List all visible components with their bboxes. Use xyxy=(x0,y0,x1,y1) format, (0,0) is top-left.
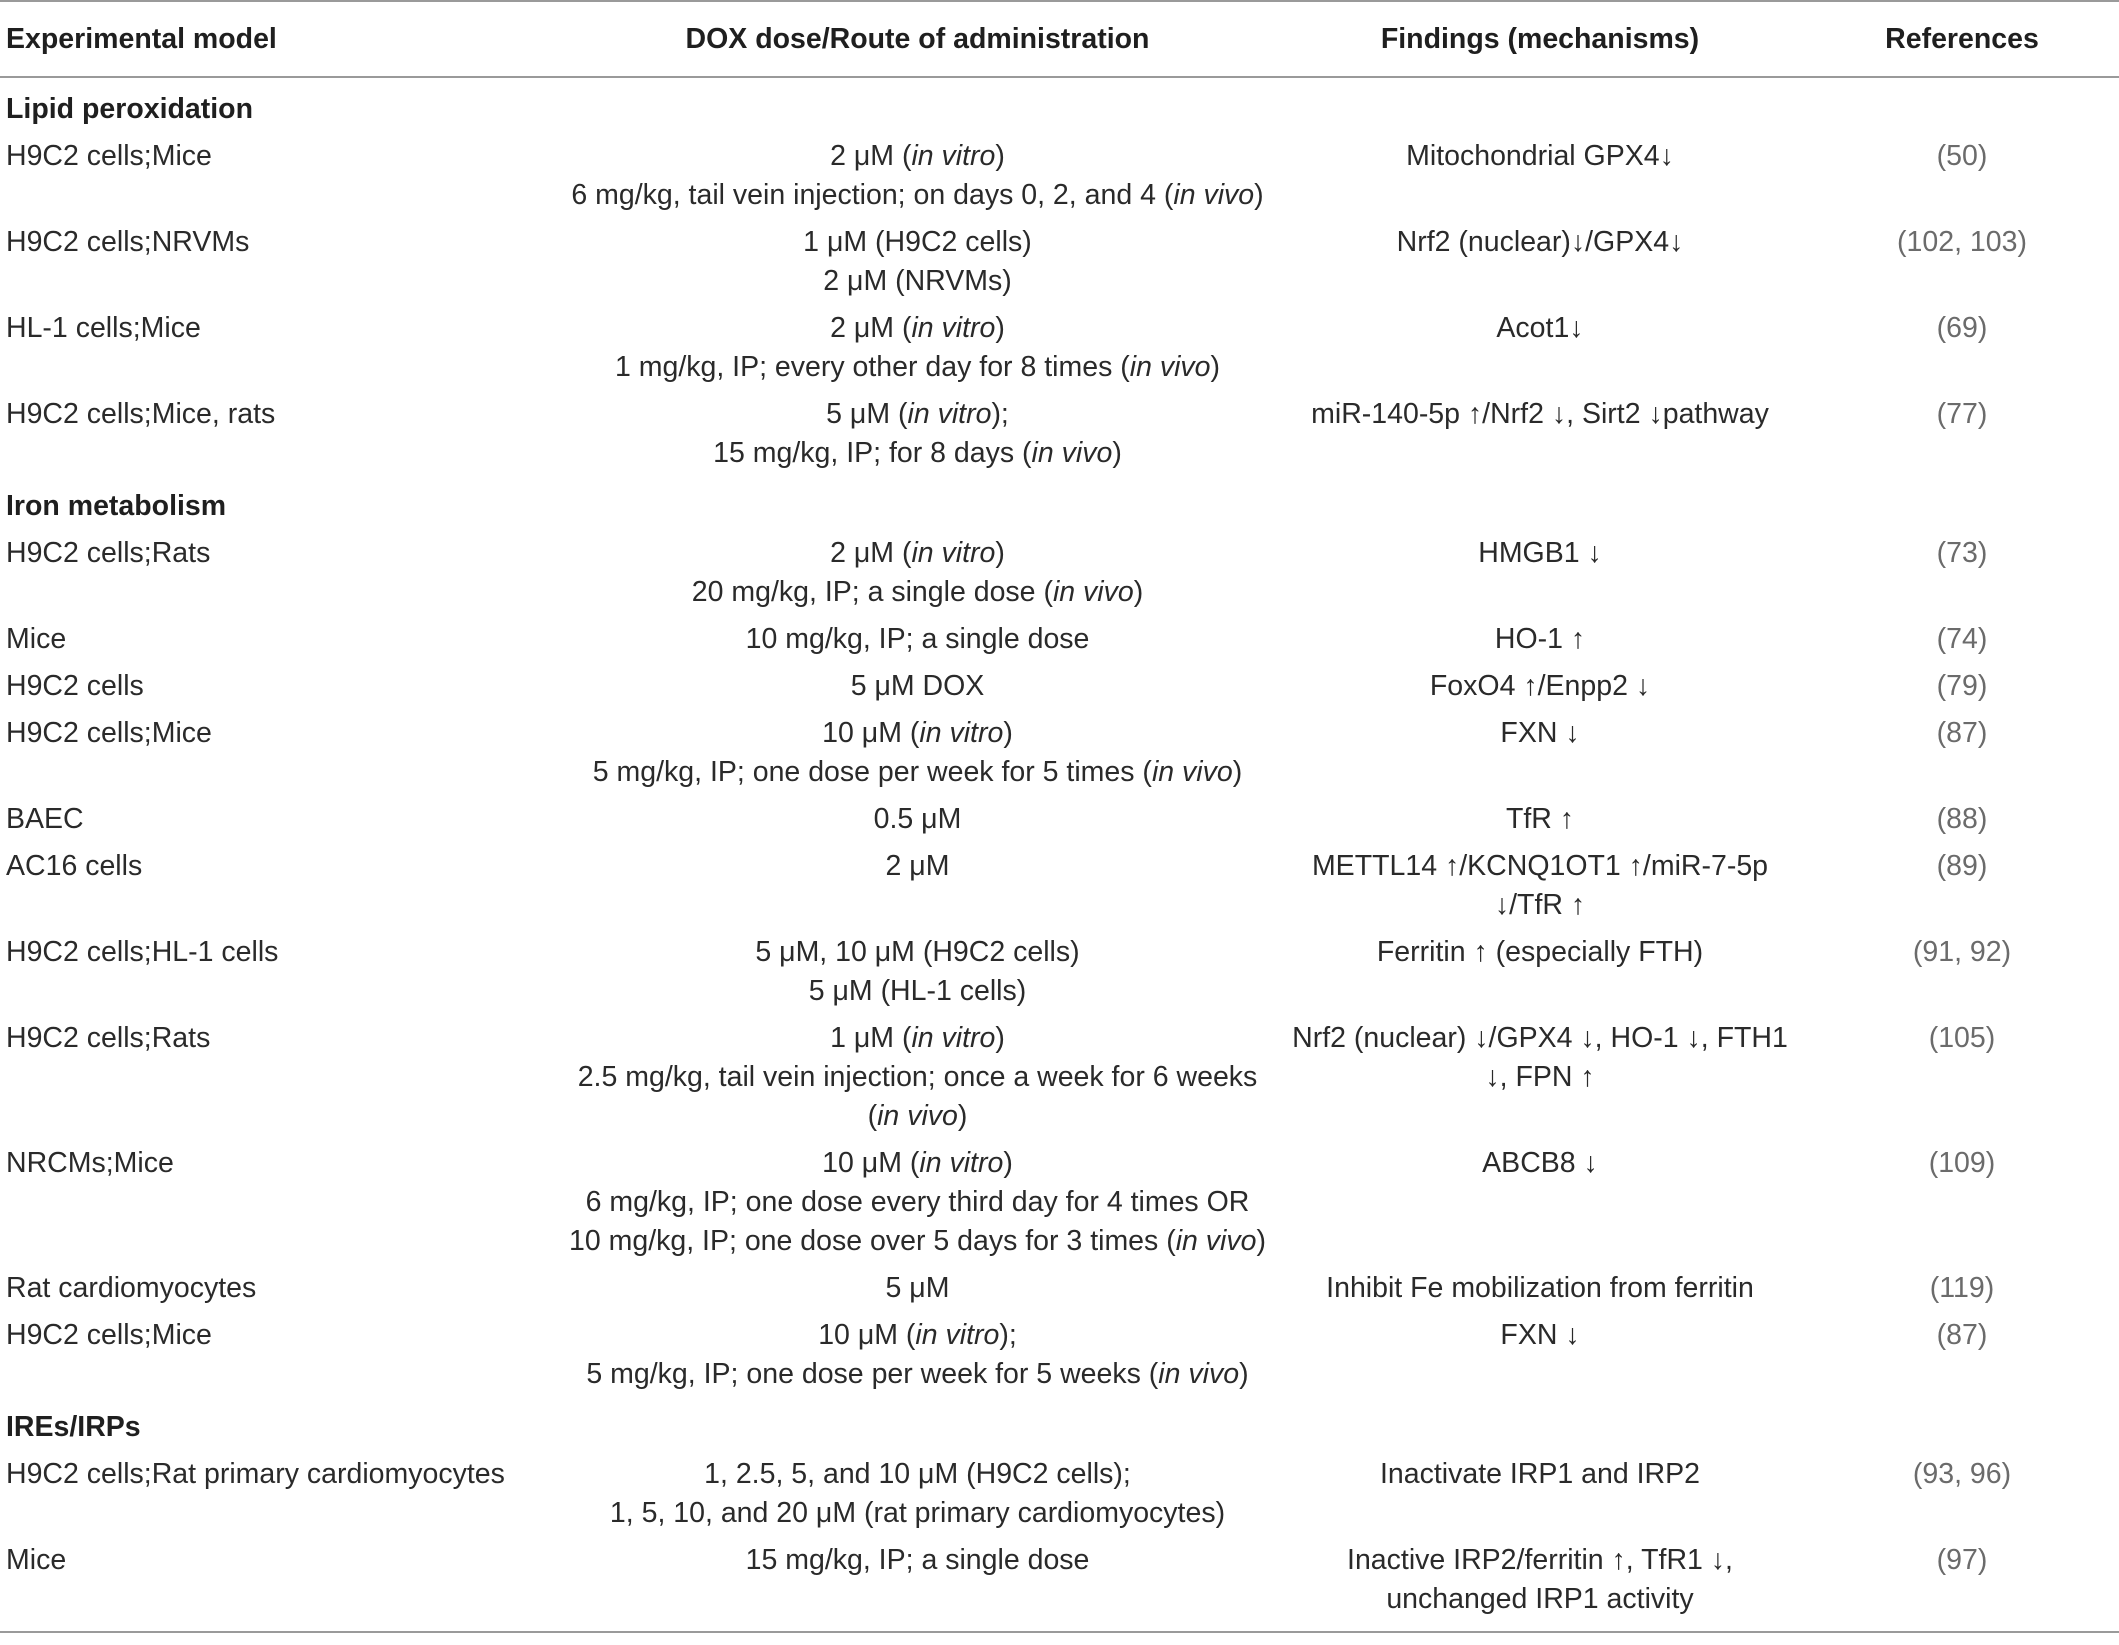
cell-experimental-model: H9C2 cells;Rats xyxy=(6,537,211,569)
dose-line xyxy=(566,1019,1269,1058)
cell-references[interactable]: (88) xyxy=(1936,803,1988,835)
table-row xyxy=(0,133,2119,219)
cell-references[interactable]: (119) xyxy=(1929,1272,1995,1304)
dose-text: 10 μM ( xyxy=(822,1147,920,1179)
header-row xyxy=(0,1,2119,77)
cell-dox-dose xyxy=(560,391,1275,477)
dose-line xyxy=(566,1222,1269,1261)
header-dox-dose: DOX dose/Route of administration xyxy=(560,1,1275,77)
cell-experimental-model: H9C2 cells;NRVMs xyxy=(6,226,250,258)
dose-text: ) xyxy=(1210,351,1221,383)
cell-dox-dose xyxy=(560,1451,1275,1537)
cell-dox-dose xyxy=(560,1537,1275,1632)
dose-text: ) xyxy=(1003,717,1013,749)
cell-dox-dose xyxy=(560,219,1275,305)
cell-dox-dose xyxy=(560,530,1275,616)
dose-italic-text: in vitro xyxy=(911,312,996,344)
dose-italic-text: in vitro xyxy=(919,717,1004,749)
section-row xyxy=(0,477,2119,530)
dose-line xyxy=(566,847,1269,886)
dose-text: 5 μM ( xyxy=(826,398,908,430)
dose-text: ) xyxy=(1254,179,1264,211)
dose-text: 20 mg/kg, IP; a single dose ( xyxy=(691,576,1053,608)
dose-text: 1, 5, 10, and 20 μM (rat primary cardiomyocytes) xyxy=(609,1497,1226,1529)
cell-references[interactable]: (79) xyxy=(1936,670,1988,702)
cell-dox-dose xyxy=(560,1265,1275,1312)
dose-text: 2 μM ( xyxy=(830,140,912,172)
dose-text: ( xyxy=(867,1100,878,1132)
table-row xyxy=(0,929,2119,1015)
dose-text: 1, 2.5, 5, and 10 μM (H9C2 cells); xyxy=(704,1458,1131,1490)
findings-line: ABCB8 ↓ xyxy=(1482,1147,1598,1179)
cell-references[interactable]: (93, 96) xyxy=(1912,1458,2012,1490)
dose-text: 5 μM xyxy=(885,1272,950,1304)
cell-references[interactable]: (105) xyxy=(1928,1022,1996,1054)
table-row xyxy=(0,1265,2119,1312)
findings-line: Nrf2 (nuclear) ↓/GPX4 ↓, HO-1 ↓, FTH1 xyxy=(1292,1022,1788,1054)
findings-line: FoxO4 ↑/Enpp2 ↓ xyxy=(1429,670,1651,702)
cell-experimental-model: Mice xyxy=(0,1537,560,1632)
cell-dox-dose xyxy=(560,796,1275,843)
dose-line xyxy=(566,714,1269,753)
cell-references[interactable]: (97) xyxy=(1805,1537,2119,1632)
table-row xyxy=(0,1015,2119,1140)
cell-experimental-model: H9C2 cells;Mice xyxy=(6,1319,212,1351)
cell-findings xyxy=(1275,219,1805,305)
table-body xyxy=(0,77,2119,1632)
dose-text: 2 μM ( xyxy=(830,537,912,569)
section-row xyxy=(0,1398,2119,1451)
table-row xyxy=(0,305,2119,391)
section-row xyxy=(0,77,2119,133)
cell-references[interactable]: (89) xyxy=(1936,850,1988,882)
dose-text: 10 μM ( xyxy=(818,1319,916,1351)
dose-text: ) xyxy=(995,140,1005,172)
dose-line xyxy=(566,1494,1269,1533)
header-experimental-model: Experimental model xyxy=(0,1,560,77)
cell-dox-dose xyxy=(560,1140,1275,1265)
dose-text: 5 mg/kg, IP; one dose per week for 5 times ( xyxy=(592,756,1152,788)
dose-italic-text: in vitro xyxy=(919,1147,1004,1179)
dose-line xyxy=(566,933,1269,972)
cell-references[interactable]: (69) xyxy=(1936,312,1988,344)
dose-line xyxy=(566,972,1269,1011)
table-row xyxy=(0,796,2119,843)
cell-references[interactable]: (91, 92) xyxy=(1912,936,2012,968)
dose-italic-text: in vitro xyxy=(911,140,996,172)
cell-references[interactable]: (87) xyxy=(1936,717,1988,749)
dose-line xyxy=(566,1455,1269,1494)
dose-text: ) xyxy=(995,537,1005,569)
cell-references[interactable]: (77) xyxy=(1936,398,1988,430)
cell-experimental-model: HL-1 cells;Mice xyxy=(6,312,201,344)
table-row xyxy=(0,710,2119,796)
findings-line: Ferritin ↑ (especially FTH) xyxy=(1376,936,1704,968)
dose-text: 2 μM xyxy=(885,850,950,882)
cell-references[interactable]: (73) xyxy=(1936,537,1988,569)
dose-text: 15 mg/kg, IP; a single dose xyxy=(745,1544,1090,1576)
cell-experimental-model: H9C2 cells;HL-1 cells xyxy=(6,936,279,968)
dose-text: ) xyxy=(995,312,1005,344)
findings-line: TfR ↑ xyxy=(1505,803,1575,835)
cell-dox-dose xyxy=(560,305,1275,391)
dose-line xyxy=(566,667,1269,706)
section-title: IREs/IRPs xyxy=(6,1411,141,1443)
table-row xyxy=(0,391,2119,477)
cell-dox-dose xyxy=(560,1015,1275,1140)
table-header xyxy=(0,1,2119,77)
findings-line: METTL14 ↑/KCNQ1OT1 ↑/miR-7-5p xyxy=(1311,850,1769,882)
findings-line: Mitochondrial GPX4↓ xyxy=(1406,140,1674,172)
dose-italic-text: in vitro xyxy=(915,1319,1000,1351)
dose-italic-text: in vitro xyxy=(907,398,992,430)
cell-experimental-model: H9C2 cells;Mice xyxy=(6,717,212,749)
cell-experimental-model: H9C2 cells;Rat primary cardiomyocytes xyxy=(6,1458,505,1490)
dose-line xyxy=(566,348,1269,387)
findings-line: Acot1↓ xyxy=(1496,312,1584,344)
cell-dox-dose xyxy=(560,929,1275,1015)
cell-dox-dose xyxy=(560,843,1275,929)
dose-line xyxy=(566,1541,1269,1580)
dose-italic-text: in vivo xyxy=(1129,351,1211,383)
dose-text: 1 μM ( xyxy=(830,1022,912,1054)
dose-line xyxy=(566,1355,1269,1394)
cell-experimental-model: Mice xyxy=(6,623,67,655)
dose-line xyxy=(566,137,1269,176)
cell-references[interactable]: (109) xyxy=(1928,1147,1996,1179)
dose-italic-text: in vivo xyxy=(1173,179,1255,211)
cell-experimental-model: H9C2 cells;Mice xyxy=(6,140,212,172)
dose-line xyxy=(566,753,1269,792)
findings-line: FXN ↓ xyxy=(1500,717,1580,749)
cell-findings xyxy=(1275,663,1805,710)
table-row xyxy=(0,530,2119,616)
cell-findings xyxy=(1275,1015,1805,1140)
dose-line xyxy=(566,800,1269,839)
table-row xyxy=(0,219,2119,305)
dose-text: ) xyxy=(1133,576,1144,608)
dose-text: 1 μM (H9C2 cells) xyxy=(803,226,1032,258)
cell-findings xyxy=(1275,616,1805,663)
dose-line xyxy=(566,434,1269,473)
dose-text: 5 μM DOX xyxy=(850,670,985,702)
cell-references[interactable]: (50) xyxy=(1936,140,1988,172)
findings-line: Nrf2 (nuclear)↓/GPX4↓ xyxy=(1396,226,1684,258)
cell-references[interactable]: (74) xyxy=(1936,623,1988,655)
table-row xyxy=(0,1312,2119,1398)
dose-text: 2.5 mg/kg, tail vein injection; once a week for 6 weeks xyxy=(577,1061,1258,1093)
cell-findings xyxy=(1275,843,1805,929)
cell-findings xyxy=(1275,391,1805,477)
cell-references[interactable]: (102, 103) xyxy=(1897,226,2027,258)
dose-line xyxy=(566,395,1269,434)
findings-line: HO-1 ↑ xyxy=(1494,623,1586,655)
dose-text: ); xyxy=(999,1319,1017,1351)
findings-line: unchanged IRP1 activity xyxy=(1386,1583,1694,1615)
dose-italic-text: in vivo xyxy=(1175,1225,1257,1257)
cell-experimental-model: H9C2 cells xyxy=(6,670,144,702)
dose-line xyxy=(566,1316,1269,1355)
dose-line xyxy=(566,573,1269,612)
cell-references[interactable]: (87) xyxy=(1936,1319,1988,1351)
dose-text: 5 μM, 10 μM (H9C2 cells) xyxy=(755,936,1080,968)
findings-line: miR-140-5p ↑/Nrf2 ↓, Sirt2 ↓pathway xyxy=(1311,398,1769,430)
cell-experimental-model: BAEC xyxy=(6,803,84,835)
cell-findings xyxy=(1275,1537,1805,1632)
dose-text: 15 mg/kg, IP; for 8 days ( xyxy=(713,437,1032,469)
cell-experimental-model: AC16 cells xyxy=(6,850,143,882)
section-title: Iron metabolism xyxy=(6,490,227,522)
dose-line xyxy=(566,1183,1269,1222)
dose-line xyxy=(566,223,1269,262)
cell-experimental-model: H9C2 cells;Mice, rats xyxy=(6,398,276,430)
dose-line xyxy=(566,176,1269,215)
dose-text: ); xyxy=(991,398,1009,430)
dose-text: 1 mg/kg, IP; every other day for 8 times ( xyxy=(614,351,1130,383)
dose-text: 5 mg/kg, IP; one dose per week for 5 weeks ( xyxy=(586,1358,1159,1390)
dose-text: 10 μM ( xyxy=(822,717,920,749)
cell-findings xyxy=(1275,710,1805,796)
dose-text: ) xyxy=(1112,437,1122,469)
section-title: Lipid peroxidation xyxy=(6,93,253,125)
cell-experimental-model: NRCMs;Mice xyxy=(6,1147,174,1179)
table-row xyxy=(0,663,2119,710)
cell-findings xyxy=(1275,305,1805,391)
header-findings: Findings (mechanisms) xyxy=(1275,1,1805,77)
cell-dox-dose xyxy=(560,710,1275,796)
dose-italic-text: in vivo xyxy=(1031,437,1113,469)
dose-line xyxy=(566,1269,1269,1308)
cell-findings xyxy=(1275,929,1805,1015)
dose-text: 10 mg/kg, IP; one dose over 5 days for 3 times ( xyxy=(568,1225,1176,1257)
cell-findings xyxy=(1275,1140,1805,1265)
dose-text: 6 mg/kg, IP; one dose every third day for 4 times OR xyxy=(585,1186,1250,1218)
dose-text: 2 μM (NRVMs) xyxy=(823,265,1012,297)
dose-text: 6 mg/kg, tail vein injection; on days 0, 2, and 4 ( xyxy=(571,179,1174,211)
findings-line: Inactivate IRP1 and IRP2 xyxy=(1379,1458,1700,1490)
cell-findings xyxy=(1275,1265,1805,1312)
dose-text: 5 μM (HL-1 cells) xyxy=(808,975,1027,1007)
findings-line: ↓/TfR ↑ xyxy=(1494,889,1586,921)
dose-text: 2 μM ( xyxy=(830,312,912,344)
dose-text: ) xyxy=(995,1022,1005,1054)
table-row xyxy=(0,843,2119,929)
table-row xyxy=(0,616,2119,663)
dose-line xyxy=(566,534,1269,573)
dose-italic-text: in vivo xyxy=(1151,756,1233,788)
table-row xyxy=(0,1140,2119,1265)
dose-text: ) xyxy=(1239,1358,1249,1390)
cell-findings xyxy=(1275,530,1805,616)
cell-dox-dose xyxy=(560,133,1275,219)
dose-italic-text: in vivo xyxy=(1052,576,1134,608)
dose-line xyxy=(566,1058,1269,1097)
cell-findings xyxy=(1275,796,1805,843)
findings-line: FXN ↓ xyxy=(1500,1319,1580,1351)
header-references: References xyxy=(1805,1,2119,77)
dose-line xyxy=(566,620,1269,659)
dose-italic-text: in vitro xyxy=(911,537,996,569)
dose-italic-text: in vivo xyxy=(1158,1358,1240,1390)
table-row xyxy=(0,1537,2119,1632)
dose-text: ) xyxy=(1232,756,1243,788)
dose-line xyxy=(566,309,1269,348)
cell-dox-dose xyxy=(560,616,1275,663)
dose-line xyxy=(566,1097,1269,1136)
cell-findings xyxy=(1275,1312,1805,1398)
cell-findings xyxy=(1275,1451,1805,1537)
findings-line: Inactive IRP2/ferritin ↑, TfR1 ↓, xyxy=(1347,1544,1733,1576)
cell-experimental-model: H9C2 cells;Rats xyxy=(6,1022,211,1054)
cell-dox-dose xyxy=(560,663,1275,710)
dose-text: ) xyxy=(957,1100,968,1132)
table-row xyxy=(0,1451,2119,1537)
findings-line: HMGB1 ↓ xyxy=(1478,537,1602,569)
dose-italic-text: in vitro xyxy=(911,1022,996,1054)
dose-line xyxy=(566,1144,1269,1183)
cell-dox-dose xyxy=(560,1312,1275,1398)
dose-text: ) xyxy=(1003,1147,1013,1179)
dose-text: ) xyxy=(1256,1225,1266,1257)
dose-italic-text: in vivo xyxy=(877,1100,958,1132)
cell-findings xyxy=(1275,133,1805,219)
dose-line xyxy=(566,262,1269,301)
dose-text: 10 mg/kg, IP; a single dose xyxy=(745,623,1090,655)
dose-text: 0.5 μM xyxy=(873,803,962,835)
findings-line: Inhibit Fe mobilization from ferritin xyxy=(1326,1272,1754,1304)
findings-line: ↓, FPN ↑ xyxy=(1485,1061,1595,1093)
cell-experimental-model: Rat cardiomyocytes xyxy=(6,1272,257,1304)
